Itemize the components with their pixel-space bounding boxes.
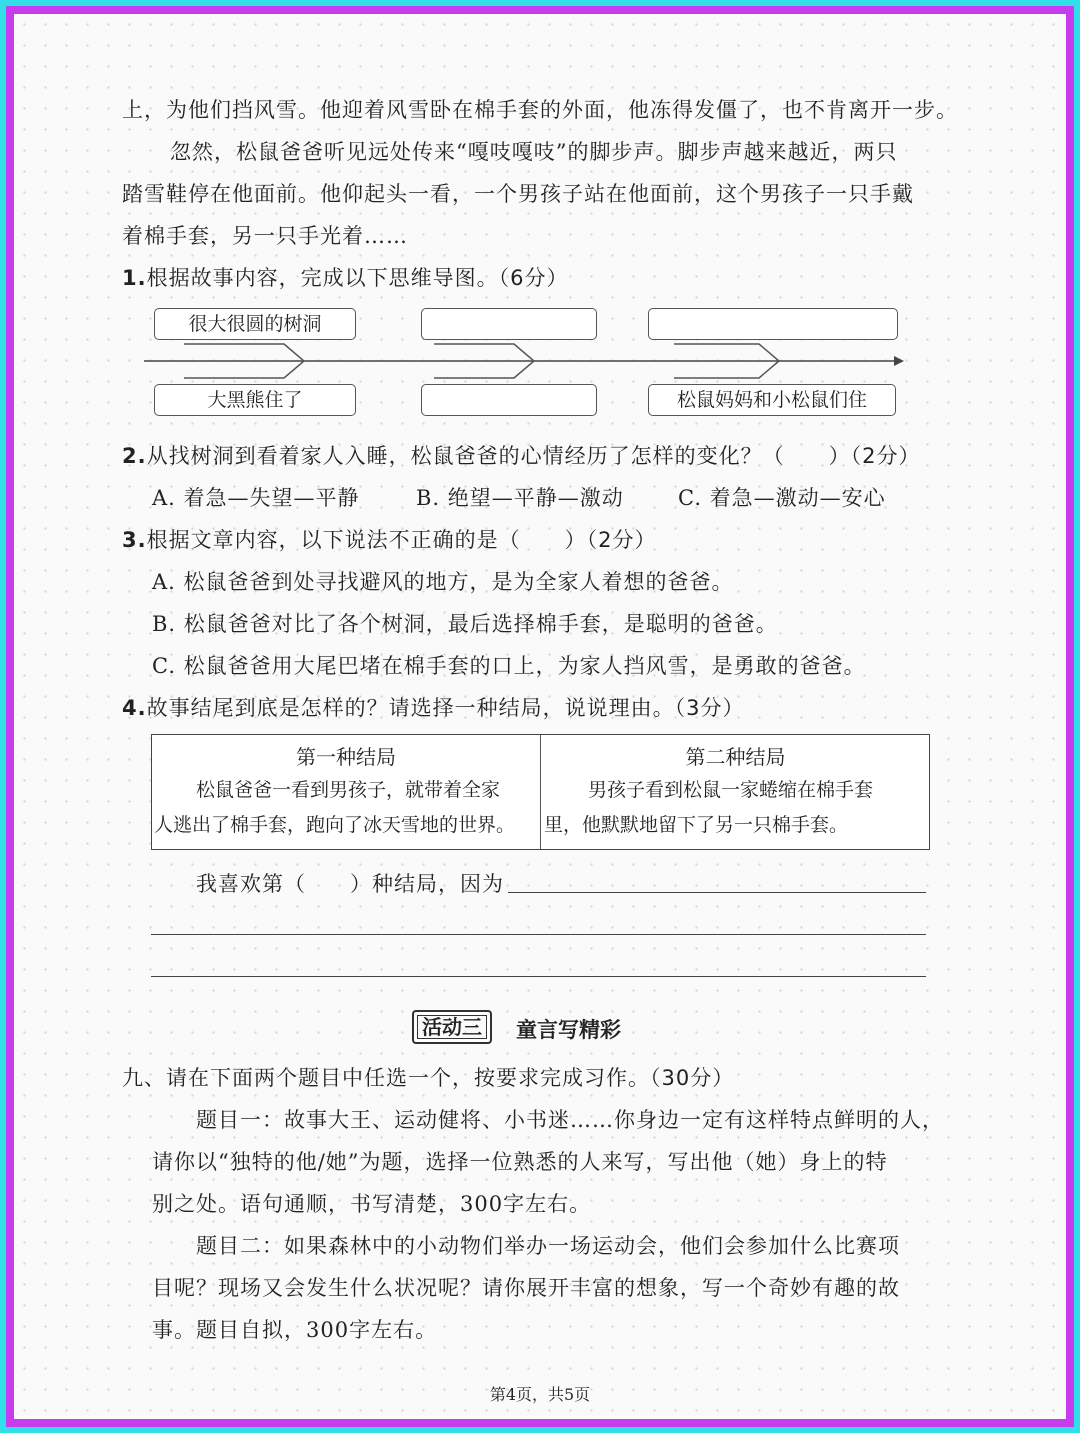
- ending-2-line-2: 里，他默默地留下了另一只棉手套。: [544, 814, 849, 836]
- passage-line-1: 上，为他们挡风雪。他迎着风雪卧在棉手套的外面，他冻得发僵了，也不肯离开一步。: [122, 98, 958, 122]
- worksheet-page: [14, 14, 1066, 1419]
- ending-1-line-2: 人逃出了棉手套，跑向了冰天雪地的世界。: [154, 814, 516, 836]
- mind-map-bottom-box-1[interactable]: 大黑熊住了: [154, 384, 356, 416]
- passage-line-4: 着棉手套，另一只手光着……: [122, 224, 408, 248]
- topic-1-line-3: 别之处。语句通顺，书写清楚，300字左右。: [152, 1192, 592, 1216]
- topic-2-line-1: 题目二：如果森林中的小动物们举办一场运动会，他们会参加什么比赛项: [196, 1234, 900, 1258]
- answer-prompt: 我喜欢第（ ）种结局，因为: [196, 872, 504, 896]
- question-1-number: 1.: [122, 266, 147, 290]
- q3-option-c[interactable]: C. 松鼠爸爸用大尾巴堵在棉手套的口上，为家人挡风雪，是勇敢的爸爸。: [152, 654, 866, 678]
- mind-map-top-box-3[interactable]: [648, 308, 898, 340]
- question-4-number: 4.: [122, 696, 147, 720]
- activity-title: 童言写精彩: [516, 1018, 621, 1042]
- question-2: [122, 440, 920, 470]
- topic-2-line-2: 目呢？现场又会发生什么状况呢？请你展开丰富的想象，写一个奇妙有趣的故: [152, 1276, 900, 1300]
- q3-option-b[interactable]: B. 松鼠爸爸对比了各个树洞，最后选择棉手套，是聪明的爸爸。: [152, 612, 778, 636]
- activity-tag: 活动三: [412, 1010, 492, 1044]
- question-3: [122, 524, 656, 554]
- question-2-number: 2.: [122, 444, 147, 468]
- q2-option-a[interactable]: A. 着急—失望—平静: [152, 486, 360, 510]
- q3-option-a[interactable]: A. 松鼠爸爸到处寻找避风的地方，是为全家人着想的爸爸。: [152, 570, 734, 594]
- question-3-text: 根据文章内容，以下说法不正确的是（ ）（2分）: [146, 528, 657, 552]
- page-footer: 第4页，共5页: [489, 1385, 591, 1404]
- q2-option-c[interactable]: C. 着急—激动—安心: [678, 486, 886, 510]
- ending-2-line-1: 男孩子看到松鼠一家蜷缩在棉手套: [588, 779, 874, 801]
- topic-1-line-2: 请你以“独特的他/她”为题，选择一位熟悉的人来写，写出他（她）身上的特: [152, 1150, 888, 1174]
- table-divider: [540, 735, 541, 849]
- passage-line-2: 忽然，松鼠爸爸听见远处传来“嘎吱嘎吱”的脚步声。脚步声越来越近，两只: [170, 140, 898, 164]
- question-9-heading: 九、请在下面两个题目中任选一个，按要求完成习作。（30分）: [122, 1066, 735, 1090]
- topic-2-line-3: 事。题目自拟，300字左右。: [152, 1318, 438, 1342]
- answer-line-2[interactable]: [151, 934, 926, 935]
- ending-2-heading: 第二种结局: [685, 745, 786, 769]
- mind-map-top-box-2[interactable]: [421, 308, 597, 340]
- question-1: [122, 262, 568, 292]
- q2-option-b[interactable]: B. 绝望—平静—激动: [416, 486, 624, 510]
- mind-map-bottom-box-3[interactable]: 松鼠妈妈和小松鼠们住: [648, 384, 896, 416]
- mind-map-top-box-1[interactable]: 很大很圆的树洞: [154, 308, 356, 340]
- ending-1-line-1: 松鼠爸爸一看到男孩子，就带着全家: [196, 779, 501, 801]
- topic-1-line-1: 题目一：故事大王、运动健将、小书迷……你身边一定有这样特点鲜明的人，: [196, 1108, 944, 1132]
- passage-line-3: 踏雪鞋停在他面前。他仰起头一看，一个男孩子站在他面前，这个男孩子一只手戴: [122, 182, 914, 206]
- answer-line-1[interactable]: [508, 892, 926, 893]
- question-4-text: 故事结尾到底是怎样的？请选择一种结局，说说理由。（3分）: [146, 696, 745, 720]
- question-4: [122, 692, 744, 722]
- ending-table: [151, 734, 930, 850]
- question-2-text: 从找树洞到看着家人入睡，松鼠爸爸的心情经历了怎样的变化？（ ）（2分）: [146, 444, 921, 468]
- mind-map-bottom-box-2[interactable]: [421, 384, 597, 416]
- question-1-text: 根据故事内容，完成以下思维导图。（6分）: [146, 266, 569, 290]
- ending-1-heading: 第一种结局: [296, 745, 396, 769]
- question-3-number: 3.: [122, 528, 147, 552]
- answer-line-3[interactable]: [151, 976, 926, 977]
